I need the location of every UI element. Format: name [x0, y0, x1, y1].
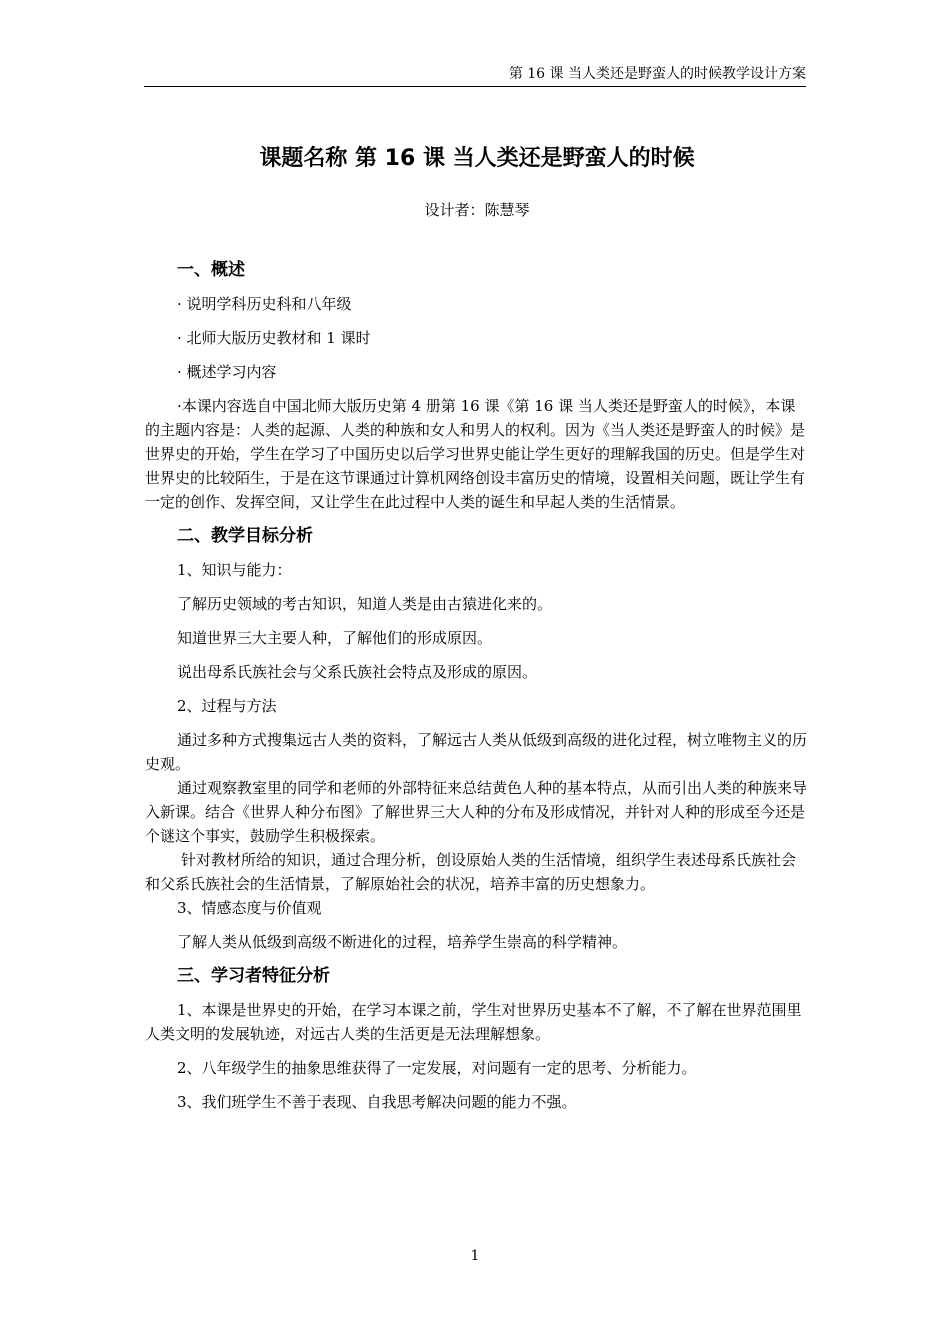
section-heading-learners: 三、学习者特征分析: [177, 966, 330, 986]
objective-subheading: 3、情感态度与价值观: [177, 899, 322, 917]
overview-item: · 说明学科历史科和八年级: [177, 295, 352, 313]
running-header: 第 16 课 当人类还是野蛮人的时候教学设计方案: [508, 66, 806, 82]
objective-item: 知道世界三大主要人种，了解他们的形成原因。: [177, 629, 493, 647]
learner-item: 1、本课是世界史的开始，在学习本课之前，学生对世界历史基本不了解，不了解在世界范围里人类文明的发展轨迹，对远古人类的生活更是无法理解想象。: [145, 1001, 802, 1043]
overview-item: · 北师大版历史教材和 1 课时: [177, 329, 371, 347]
header-rule: [144, 86, 806, 87]
page-title: 课题名称 第 16 课 当人类还是野蛮人的时候: [259, 146, 695, 171]
section-heading-overview: 一、概述: [177, 260, 245, 280]
learner-item: 3、我们班学生不善于表现、自我思考解决问题的能力不强。: [177, 1093, 577, 1111]
objective-subheading: 2、过程与方法: [177, 697, 277, 715]
page-content: [145, 144, 809, 1114]
objective-item: 了解人类从低级到高级不断进化的过程，培养学生崇高的科学精神。: [177, 933, 628, 951]
objective-paragraph: 针对教材所给的知识，通过合理分析，创设原始人类的生活情境，组织学生表述母系氏族社会和父系氏族社会的生活情景，了解原始社会的状况，培养丰富的历史想象力。: [145, 851, 797, 893]
section-heading-objectives: 二、教学目标分析: [177, 526, 313, 546]
page-number: 1: [470, 1248, 480, 1264]
overview-item: · 概述学习内容: [177, 363, 277, 381]
objective-subheading: 1、知识与能力：: [177, 561, 292, 579]
objective-paragraph: 通过多种方式搜集远古人类的资料，了解远古人类从低级到高级的进化过程，树立唯物主义的历史观。: [145, 731, 808, 773]
objective-item: 说出母系氏族社会与父系氏族社会特点及形成的原因。: [177, 663, 538, 681]
designer-line: 设计者：陈慧琴: [424, 201, 530, 219]
overview-paragraph: ·本课内容选自中国北师大版历史第 4 册第 16 课《第 16 课 当人类还是野蛮人的时候》，本课的主题内容是：人类的起源、人类的种族和女人和男人的权利。因为《当人类还是野蛮人的时候》是世界史的开始，学生在学习了中国历史以后学习世界史能让学生更好的理解我国的历史。但是学生对世界史的比较陌生，于是在这节课通过计算机网络创设丰富历史的情境，设置相关问题，既让学生有一定的创作、发挥空间，又让学生在此过程中人类的诞生和早起人类的生活情景。: [145, 397, 806, 511]
objective-item: 了解历史领域的考古知识，知道人类是由古猿进化来的。: [177, 595, 553, 613]
objective-paragraph: 通过观察教室里的同学和老师的外部特征来总结黄色人种的基本特点，从而引出人类的种族来导入新课。结合《世界人种分布图》了解世界三大人种的分布及形成情况，并针对人种的形成至今还是个谜这个事实，鼓励学生积极探索。: [145, 779, 808, 845]
learner-item: 2、八年级学生的抽象思维获得了一定发展，对问题有一定的思考、分析能力。: [177, 1059, 697, 1077]
